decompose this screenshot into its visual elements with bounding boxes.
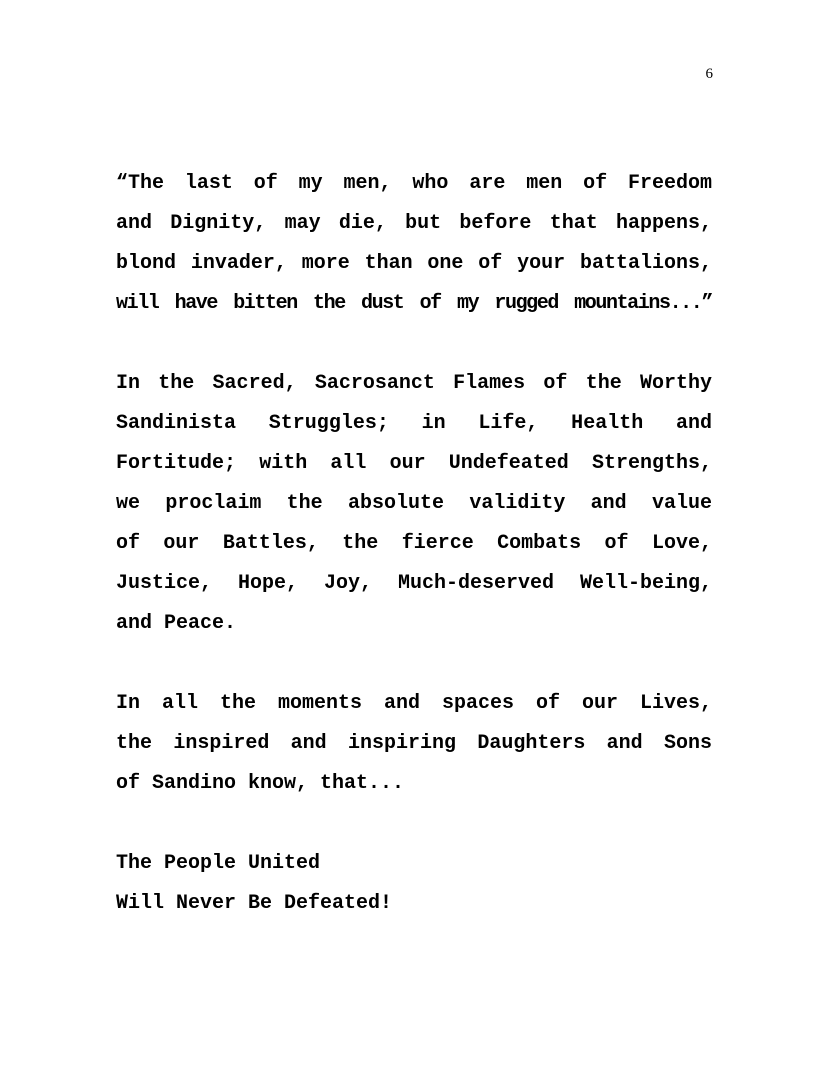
moments-line: In all the moments and spaces of our Lives, xyxy=(116,692,712,715)
closing-paragraph xyxy=(116,844,712,924)
proclamation-line: we proclaim the absolute validity and value xyxy=(116,492,712,515)
quote-line: and Dignity, may die, but before that happens, xyxy=(116,212,712,235)
moments-line: the inspired and inspiring Daughters and Sons xyxy=(116,732,712,755)
proclamation-line: Justice, Hope, Joy, Much-deserved Well-being, xyxy=(116,572,712,595)
document-body xyxy=(116,164,712,964)
proclamation-line: In the Sacred, Sacrosanct Flames of the Worthy xyxy=(116,372,712,395)
moments-line: of Sandino know, that... xyxy=(116,772,405,795)
proclamation-line: of our Battles, the fierce Combats of Love, xyxy=(116,532,712,555)
proclamation-paragraph xyxy=(116,364,712,644)
closing-line: Will Never Be Defeated! xyxy=(116,892,393,915)
page-number: 6 xyxy=(705,66,713,82)
quote-line: blond invader, more than one of your battalions, xyxy=(116,252,712,275)
proclamation-line: Sandinista Struggles; in Life, Health and xyxy=(116,412,712,435)
proclamation-line: and Peace. xyxy=(116,612,237,635)
quote-paragraph xyxy=(116,164,712,324)
moments-paragraph xyxy=(116,684,712,804)
proclamation-line: Fortitude; with all our Undefeated Strengths, xyxy=(116,452,712,475)
closing-line: The People United xyxy=(116,852,321,875)
quote-line: will have bitten the dust of my rugged mountains...” xyxy=(116,292,712,315)
quote-line: “The last of my men, who are men of Freedom xyxy=(116,172,712,195)
